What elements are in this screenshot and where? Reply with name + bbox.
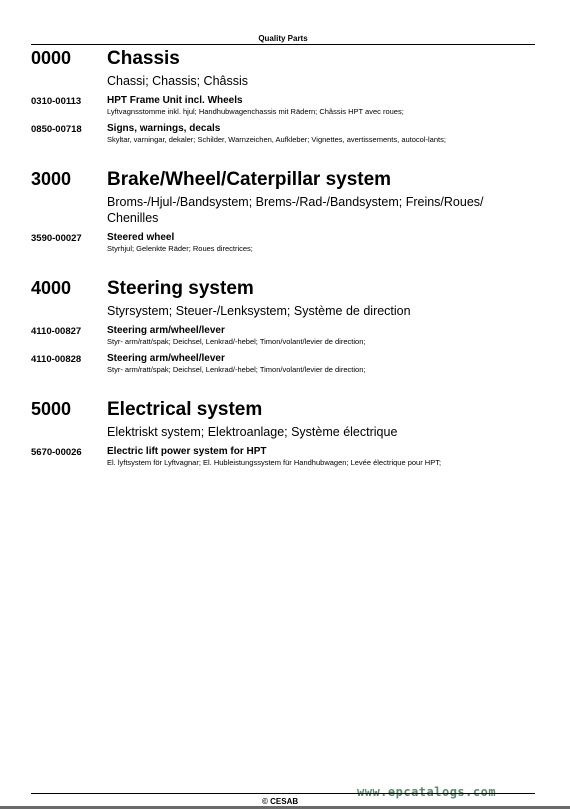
part-code: 3590-00027	[31, 233, 82, 244]
section-electrical	[31, 399, 535, 468]
part-title: Steering arm/wheel/lever	[107, 325, 225, 336]
part-title: Signs, warnings, decals	[107, 123, 221, 134]
section-title: Electrical system	[107, 399, 263, 420]
section-subtitle: Chassi; Chassis; Châssis	[107, 74, 249, 88]
section-title: Brake/Wheel/Caterpillar system	[107, 169, 392, 190]
part-title: Steering arm/wheel/lever	[107, 353, 225, 364]
part-description: Skyltar, varningar, dekaler; Schilder, Warnzeichen, Aufkleber; Vignettes, avertissements, autocol-lants;	[107, 135, 446, 144]
section-heading	[31, 169, 535, 191]
section-brake-wheel	[31, 169, 535, 254]
section-title: Steering system	[107, 278, 254, 299]
part-item	[31, 123, 535, 145]
section-code: 0000	[31, 48, 72, 68]
part-item	[31, 446, 535, 468]
section-chassis	[31, 48, 535, 145]
footer-logo: © CESAB	[262, 797, 299, 806]
part-description: Lyftvagnsstomme inkl. hjul; Handhubwagenchassis mit Rädern; Châssis HPT avec roues;	[107, 107, 404, 116]
part-title: Steered wheel	[107, 232, 175, 243]
footer-divider	[31, 793, 535, 794]
part-description: Styr- arm/ratt/spak; Deichsel, Lenkrad/-hebel; Timon/volant/levier de direction;	[107, 365, 366, 374]
section-heading	[31, 278, 535, 300]
part-code: 0310-00113	[31, 96, 82, 107]
part-code: 4110-00827	[31, 326, 82, 337]
part-item	[31, 95, 535, 117]
section-heading	[31, 48, 535, 70]
section-subtitle: Broms-/Hjul-/Bandsystem; Brems-/Rad-/Bandsystem; Freins/Roues/ Chenilles	[107, 195, 484, 225]
section-subtitle: Styrsystem; Steuer-/Lenksystem; Système de direction	[107, 304, 411, 318]
parts-index	[31, 48, 535, 468]
part-description: Styr- arm/ratt/spak; Deichsel, Lenkrad/-hebel; Timon/volant/levier de direction;	[107, 337, 366, 346]
page-header	[31, 34, 535, 45]
part-title: Electric lift power system for HPT	[107, 446, 267, 457]
section-steering	[31, 278, 535, 375]
watermark: www.epcatalogs.com	[357, 785, 497, 799]
part-item	[31, 325, 535, 347]
part-description: Styrhjul; Gelenkte Räder; Roues directrices;	[107, 244, 253, 253]
section-heading	[31, 399, 535, 421]
section-title: Chassis	[107, 48, 180, 69]
part-item	[31, 232, 535, 254]
section-code: 4000	[31, 278, 72, 298]
part-code: 5670-00026	[31, 447, 82, 458]
section-code: 5000	[31, 399, 72, 419]
section-subtitle: Elektriskt system; Elektroanlage; Système électrique	[107, 425, 398, 439]
part-code: 0850-00718	[31, 124, 82, 135]
part-description: El. lyftsystem för Lyftvagnar; El. Hubleistungssystem für Handhubwagen; Levée électrique pour HPT;	[107, 458, 442, 467]
header-title: Quality Parts	[258, 34, 308, 43]
part-item	[31, 353, 535, 375]
part-code: 4110-00828	[31, 354, 82, 365]
part-title: HPT Frame Unit incl. Wheels	[107, 95, 243, 106]
section-code: 3000	[31, 169, 72, 189]
